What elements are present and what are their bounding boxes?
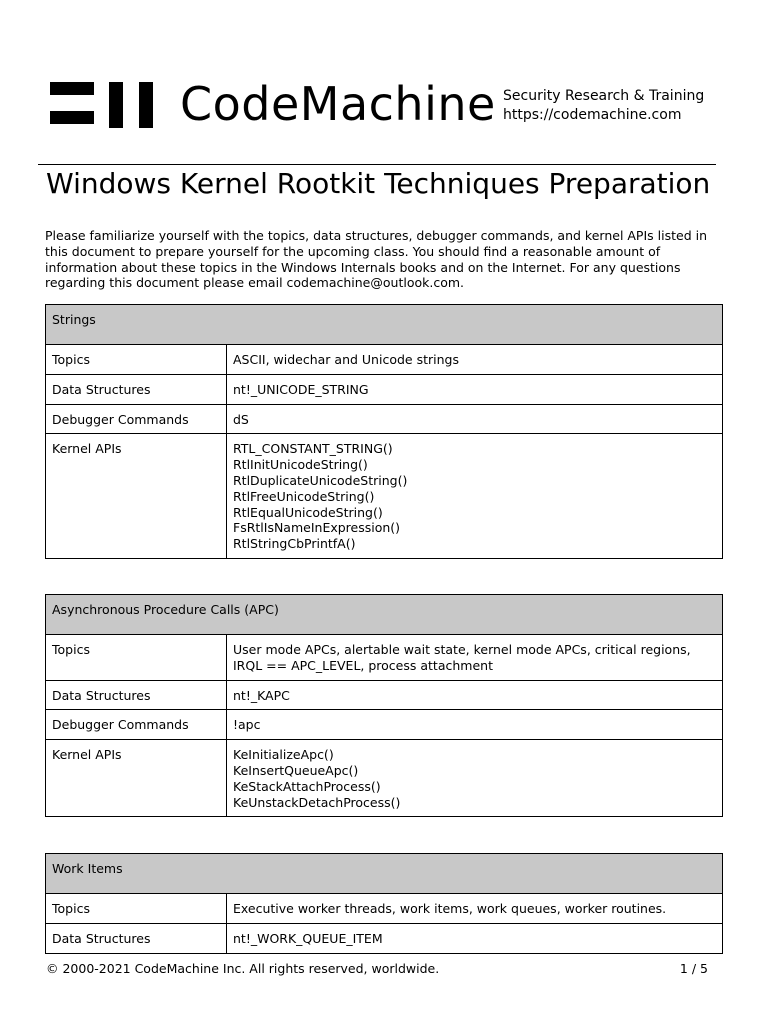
value-line: !apc xyxy=(233,717,261,733)
row-value xyxy=(227,434,723,559)
row-label: Kernel APIs xyxy=(46,740,227,817)
row-value xyxy=(227,374,723,404)
table-row xyxy=(46,374,723,404)
value-line: KeUnstackDetachProcess() xyxy=(233,794,401,810)
row-label: Topics xyxy=(46,345,227,375)
row-value xyxy=(227,345,723,375)
value-line: RtlInitUnicodeString() xyxy=(233,457,368,473)
row-value xyxy=(227,635,723,681)
row-label: Data Structures xyxy=(46,680,227,710)
table-row xyxy=(46,434,723,559)
value-line: nt!_UNICODE_STRING xyxy=(233,381,369,397)
section-heading: Work Items xyxy=(46,854,723,894)
section-table-apc xyxy=(45,594,723,817)
section-header-row xyxy=(46,595,723,635)
row-label: Debugger Commands xyxy=(46,710,227,740)
tagline-text: Security Research & Training xyxy=(503,88,705,104)
section-table-strings xyxy=(45,304,723,559)
value-line: RtlDuplicateUnicodeString() xyxy=(233,472,408,488)
row-label: Data Structures xyxy=(46,374,227,404)
value-line: ASCII, widechar and Unicode strings xyxy=(233,352,459,367)
table-row xyxy=(46,710,723,740)
section-header-row xyxy=(46,854,723,894)
row-value xyxy=(227,894,723,924)
row-label: Topics xyxy=(46,894,227,924)
intro-paragraph: Please familiarize yourself with the topics, data structures, debugger commands, and kernel APIs listed in this document to prepare yourself for the upcoming class. You should find a reasonable amount of information about these topics in the Windows Internals books and on the Internet. For any questions regarding this document please email codemachine@outlook.com. xyxy=(45,228,707,291)
row-value xyxy=(227,923,723,953)
value-line: KeInsertQueueApc() xyxy=(233,762,359,778)
value-line: Executive worker threads, work items, work queues, worker routines. xyxy=(233,901,667,916)
document-title: Windows Kernel Rootkit Techniques Preparation xyxy=(46,167,711,200)
table-row xyxy=(46,680,723,710)
row-value xyxy=(227,740,723,817)
row-value xyxy=(227,680,723,710)
value-line: KeInitializeApc() xyxy=(233,747,334,763)
value-line: RTL_CONSTANT_STRING() xyxy=(233,441,393,457)
value-line: RtlStringCbPrintfA() xyxy=(233,536,356,552)
value-line: dS xyxy=(233,411,249,427)
table-row xyxy=(46,740,723,817)
brand-tagline xyxy=(503,87,704,124)
codemachine-logo xyxy=(50,82,156,130)
section-table-work-items xyxy=(45,853,723,954)
brand-name: CodeMachine xyxy=(180,77,496,131)
value-line: nt!_WORK_QUEUE_ITEM xyxy=(233,930,383,946)
table-row xyxy=(46,923,723,953)
table-row xyxy=(46,894,723,924)
footer-copyright: © 2000-2021 CodeMachine Inc. All rights reserved, worldwide. xyxy=(46,961,440,976)
page-number: 1 / 5 xyxy=(679,961,708,976)
value-line: RtlEqualUnicodeString() xyxy=(233,504,383,520)
value-line: nt!_KAPC xyxy=(233,687,290,703)
row-value xyxy=(227,404,723,434)
value-line: KeStackAttachProcess() xyxy=(233,778,381,794)
section-header-row xyxy=(46,305,723,345)
row-value xyxy=(227,710,723,740)
section-heading: Asynchronous Procedure Calls (APC) xyxy=(46,595,723,635)
value-line: FsRtlIsNameInExpression() xyxy=(233,520,401,536)
value-line: IRQL == APC_LEVEL, process attachment xyxy=(233,657,493,673)
value-line: User mode APCs, alertable wait state, kernel mode APCs, critical regions, xyxy=(233,642,691,657)
section-heading: Strings xyxy=(46,305,723,345)
row-label: Topics xyxy=(46,635,227,681)
row-label: Kernel APIs xyxy=(46,434,227,559)
website-url: https://codemachine.com xyxy=(503,106,682,123)
table-row xyxy=(46,404,723,434)
table-row xyxy=(46,635,723,681)
table-row xyxy=(46,345,723,375)
value-line: RtlFreeUnicodeString() xyxy=(233,488,375,504)
row-label: Debugger Commands xyxy=(46,404,227,434)
row-label: Data Structures xyxy=(46,923,227,953)
header-divider xyxy=(38,164,716,165)
